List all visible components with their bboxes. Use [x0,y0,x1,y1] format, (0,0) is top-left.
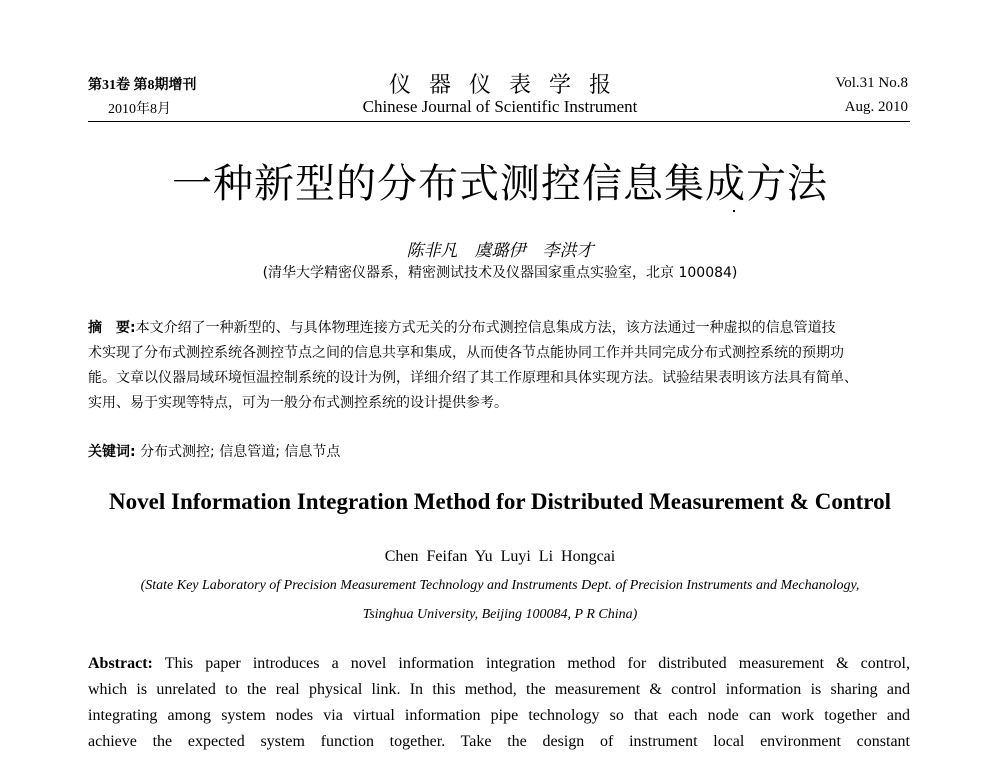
header-volume-en: Vol.31 No.8 [835,75,908,91]
header-date-cn: 2010年8月 [108,102,171,117]
paper-title-cn: 一种新型的分布式测控信息集成方法 [172,161,828,207]
affiliation-en-line2: Tsinghua University, Beijing 100084, P R China) [362,607,638,622]
abstract-cn [88,316,910,416]
abstract-en [88,651,910,755]
stray-mark [733,210,735,212]
header-volume-cn: 第31卷 第8期增刊 [88,78,197,93]
authors-en: Chen Feifan Yu Luyi Li Hongcai [384,548,616,565]
journal-title-cn: 仪器仪表学报 [388,73,629,98]
keywords-cn-label: 关键词: [88,444,136,460]
abstract-en-line [88,651,910,677]
abstract-cn-line: 能。文章以仪器局域环境恒温控制系统的设计为例，详细介绍了其工作原理和具体实现方法。试验结果表明该方法具有简单、 [88,370,858,386]
keywords-cn [88,441,340,461]
authors-cn: 陈非凡 虞璐伊 李洪才 [406,241,594,261]
keywords-cn-text: 分布式测控; 信息管道; 信息节点 [140,444,341,460]
affiliation-en-line1: (State Key Laboratory of Precision Measurement Technology and Instruments Dept. of Precision Instruments and Mechanology, [140,578,860,593]
journal-title-en: Chinese Journal of Scientific Instrument [362,97,638,116]
abstract-cn-line [88,316,910,341]
abstract-en-line: achieve the expected system function together. Take the design of instrument local environment constant [88,733,910,750]
abstract-en-text: This paper introduces a novel information integration method for distributed measurement & control, [164,655,910,672]
header-rule [88,121,910,122]
abstract-cn-line: 术实现了分布式测控系统各测控节点之间的信息共享和集成，从而使各节点能协同工作并共同完成分布式测控系统的预期功 [88,345,844,361]
abstract-cn-label: 摘 要: [88,320,136,336]
abstract-cn-line: 实用、易于实现等特点，可为一般分布式测控系统的设计提供参考。 [88,395,508,411]
abstract-en-label: Abstract: [88,655,153,672]
paper-title-en: Novel Information Integration Method for Distributed Measurement & Control [109,489,891,514]
header-date-en: Aug. 2010 [844,99,908,115]
abstract-cn-text: 本文介绍了一种新型的、与具体物理连接方式无关的分布式测控信息集成方法，该方法通过一种虚拟的信息管道技 [135,320,836,336]
abstract-en-line: which is unrelated to the real physical link. In this method, the measurement & control information is sharing and [88,681,910,698]
abstract-en-line: integrating among system nodes via virtual information pipe technology so that each node can work together and [88,707,910,724]
affiliation-cn: (清华大学精密仪器系，精密测试技术及仪器国家重点实验室，北京 100084) [262,265,738,281]
